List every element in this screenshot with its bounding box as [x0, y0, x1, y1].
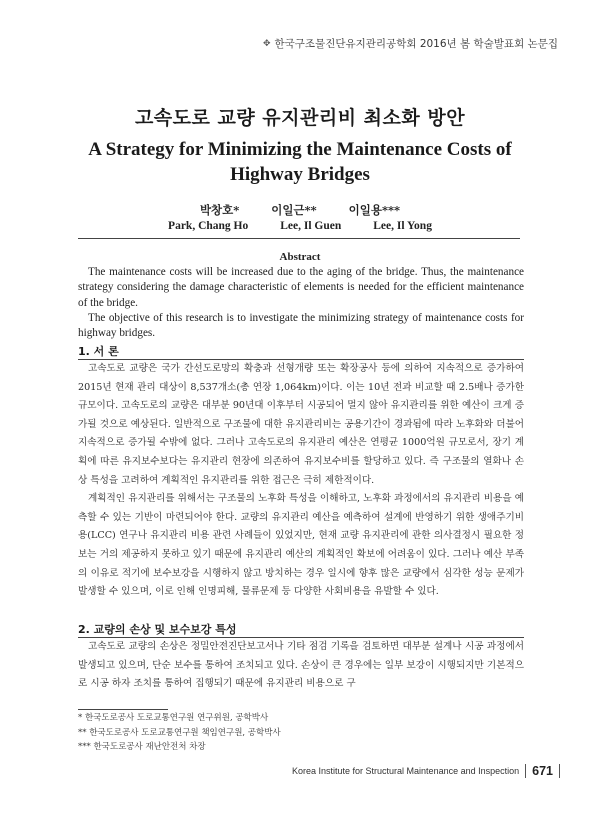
footnote-2: ** 한국도로공사 도로교통연구원 책임연구원, 공학박사 [78, 727, 281, 738]
footer-organization: Korea Institute for Structural Maintenance and Inspection [292, 766, 520, 776]
footnote-3: *** 한국도로공사 재난안전처 차장 [78, 742, 206, 752]
title-divider [78, 238, 520, 239]
page-footer [292, 764, 560, 778]
author-1-ko: 박창호* [199, 203, 240, 217]
abstract-body [78, 265, 524, 341]
footer-separator [559, 764, 560, 778]
title-english: A Strategy for Minimizing the Maintenance Costs of Highway Bridges [88, 139, 512, 185]
body-paragraph: 계획적인 유지관리를 위해서는 구조물의 노후화 특성을 이해하고, 노후화 과정에서의 유지관리 비용을 예측할 수 있는 기반이 마련되어야 한다. 교량의 유지관리 예산을 예측하여 설계에 반영하기 위한 생애주기비용(LCC) 연구나 유지관리 비용 관련 사례들이 있었지만, 현재 교량 유지관리에 관한 의사결정시 필요한 정보는 거의 제공하지 못하고 있기 때문에 유지관리 예산의 계획적인 확보에 어려움이 있다. 그러나 예산 부족의 이유로 적기에 보수보강을 시행하지 않고 방치하는 경우 일시에 향후 많은 교량에서 심각한 성능 문제가 발생할 수 있으며, 이로 인해 인명피해, 물류문제 등 다양한 사회비용을 유발할 수 있다. [78, 493, 524, 598]
section-body-damage [78, 638, 524, 694]
body-paragraph: 고속도로 교량은 국가 간선도로망의 확충과 선형개량 또는 확장공사 등에 의하여 지속적으로 증가하여 2015년 현재 관리 대상이 8,537개소(총 연장 1,064km)이다. 이는 10년 전과 비교할 때 2.5배나 증가한 규모이다. 고속도로의 교량은 대부분 90년대 이후부터 시공되어 멀지 않아 유지관리를 위한 예산이 크게 증가될 것으로 예상된다. 일반적으로 구조물에 대한 유지관리비는 공용기간이 경과됨에 따라 노후화와 더불어 지속적으로 증가될 수밖에 없다. 그러나 고속도로의 유지관리 예산은 연평균 1000억원 규모로서, 장기 계획에 따른 유지보수보다는 유지관리 현장에 의존하여 유지보수비를 할당하고 있다. 즉 구조물의 열화나 손상 특성을 고려하여 계획적인 유지관리를 위한 접근은 극히 제한적이다. [78, 363, 524, 486]
author-1-en: Park, Chang Ho [168, 220, 249, 232]
section-heading-damage: 2. 교량의 손상 및 보수보강 특성 [78, 623, 237, 636]
title-korean: 고속도로 교량 유지관리비 최소화 방안 [134, 107, 466, 129]
abstract-heading: Abstract [279, 251, 321, 263]
author-2-en: Lee, Il Guen [280, 220, 342, 232]
running-header-text: 한국구조물진단유지관리공학회 2016년 봄 학술발표회 논문집 [274, 38, 558, 50]
footer-separator [525, 764, 526, 778]
author-2-ko: 이일근** [271, 203, 317, 217]
page-number: 671 [532, 764, 553, 778]
section-heading-introduction: 1. 서 론 [78, 345, 119, 358]
author-3-en: Lee, Il Yong [373, 220, 432, 232]
footnote-1: * 한국도로공사 도로교통연구원 연구위원, 공학박사 [78, 713, 269, 723]
author-3-ko: 이일용*** [348, 203, 401, 217]
sparkle-bullet-icon: ✥ [262, 38, 271, 49]
footnote-divider [78, 709, 168, 710]
running-header [263, 36, 558, 51]
section-body-introduction [78, 360, 524, 602]
body-paragraph: 고속도로 교량의 손상은 정밀안전진단보고서나 기타 점검 기록을 검토하면 대부분 설계나 시공 과정에서 발생되고 있으며, 단순 보수를 통하여 조치되고 있다. 손상이 큰 경우에는 일부 보강이 시행되지만 기본적으로 시공 하자 조치를 통하여 집행되기 때문에 유지관리 비용으로 구 [78, 641, 524, 690]
authors-english [0, 220, 600, 232]
authors-korean [0, 202, 600, 218]
abstract-paragraph: The maintenance costs will be increased due to the aging of the bridge. Thus, the maintenance strategy considering the damage characteristic of elements is needed for the efficient maintenance of the bridge. [78, 266, 524, 309]
abstract-paragraph: The objective of this research is to investigate the minimizing strategy of maintenance costs for highway bridges. [78, 311, 524, 340]
footnotes [78, 711, 281, 755]
